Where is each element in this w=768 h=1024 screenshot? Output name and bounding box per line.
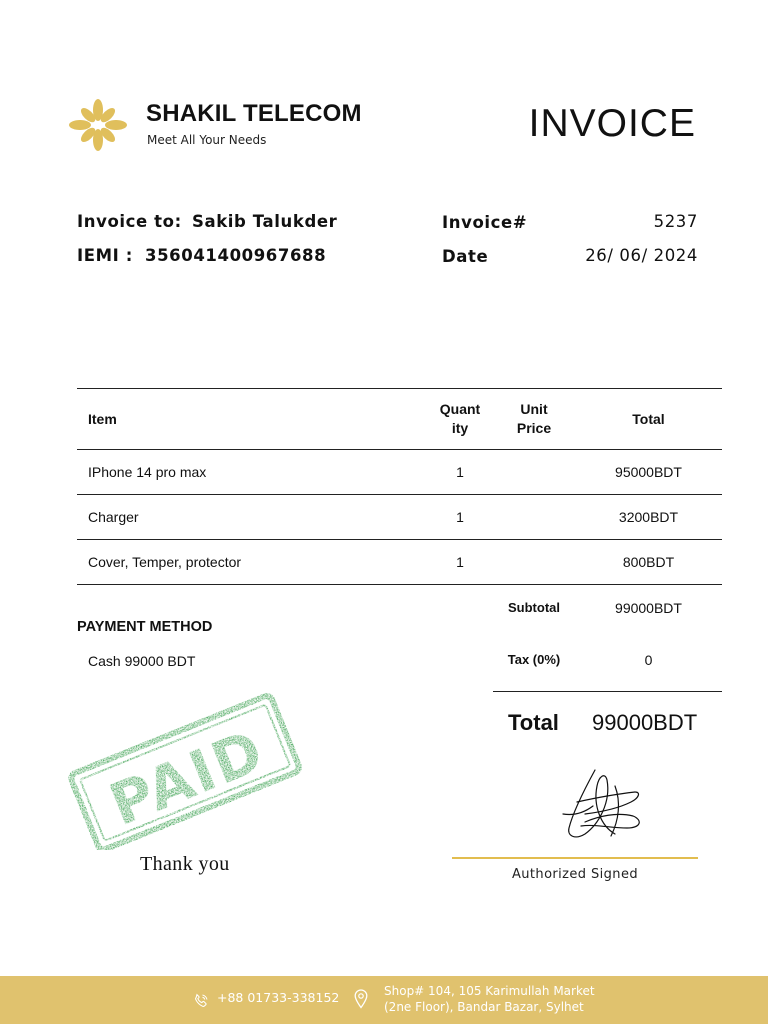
row-quantity: 1	[456, 554, 464, 570]
row-unit-price	[497, 540, 571, 584]
thank-you-text: Thank you	[140, 853, 230, 875]
tax-label: Tax (0%)	[507, 652, 561, 667]
invoice-number-label: Invoice#	[442, 213, 528, 232]
items-table	[77, 388, 722, 585]
row-total: 95000BDT	[615, 464, 682, 480]
row-quantity: 1	[456, 464, 464, 480]
grand-total-label: Total	[508, 710, 559, 735]
row-unit-price	[497, 450, 571, 494]
row-total: 3200BDT	[618, 509, 679, 525]
signature-line	[452, 857, 698, 859]
row-quantity: 1	[456, 509, 464, 525]
footer-phone: +88 01733-338152	[217, 990, 340, 1005]
iemi-label: IEMI :	[77, 246, 133, 265]
header-quantity-text: Quant ity	[439, 401, 481, 436]
brand-name: SHAKIL TELECOM	[146, 100, 362, 127]
table-row	[77, 450, 722, 495]
header-unit-price-text: Unit Price	[516, 401, 552, 436]
document-title: INVOICE	[528, 102, 696, 145]
row-total: 800BDT	[622, 554, 675, 570]
row-item: Cover, Temper, protector	[88, 554, 242, 570]
authorized-signed-label: Authorized Signed	[512, 867, 638, 882]
header-unit-price	[497, 389, 571, 449]
payment-method-detail: Cash 99000 BDT	[88, 653, 196, 669]
phone-icon	[192, 992, 210, 1010]
invoice-to-label: Invoice to:	[77, 212, 182, 231]
table-row	[77, 540, 722, 585]
row-item: IPhone 14 pro max	[88, 464, 207, 480]
table-header-row	[77, 388, 722, 450]
handwritten-signature	[555, 762, 655, 846]
iemi-value: 356041400967688	[145, 246, 327, 265]
subtotal-value: 99000BDT	[615, 600, 682, 616]
header-item: Item	[88, 410, 117, 427]
grand-total-value: 99000BDT	[592, 710, 698, 735]
header-quantity	[427, 389, 493, 449]
date-label: Date	[442, 247, 489, 266]
brand-flower-logo-icon	[68, 98, 128, 152]
row-unit-price	[497, 495, 571, 539]
subtotal-label: Subtotal	[508, 600, 560, 615]
row-item: Charger	[88, 509, 139, 525]
paid-stamp-text: PAID	[100, 715, 274, 839]
footer-address-line-1: Shop# 104, 105 Karimullah Market	[384, 984, 595, 998]
footer-bar	[0, 976, 768, 1024]
paid-stamp	[62, 690, 306, 850]
table-row	[77, 495, 722, 540]
tax-value: 0	[644, 652, 653, 668]
invoice-number-value: 5237	[653, 212, 698, 231]
summary-divider	[493, 691, 722, 692]
footer-address-line-2: (2ne Floor), Bandar Bazar, Sylhet	[384, 1000, 584, 1014]
header-total: Total	[632, 410, 665, 427]
invoice-to-value: Sakib Talukder	[192, 212, 338, 231]
location-pin-icon	[354, 989, 368, 1009]
brand-tagline: Meet All Your Needs	[147, 133, 267, 147]
date-value: 26/ 06/ 2024	[585, 246, 698, 265]
payment-method-title: PAYMENT METHOD	[77, 619, 213, 635]
